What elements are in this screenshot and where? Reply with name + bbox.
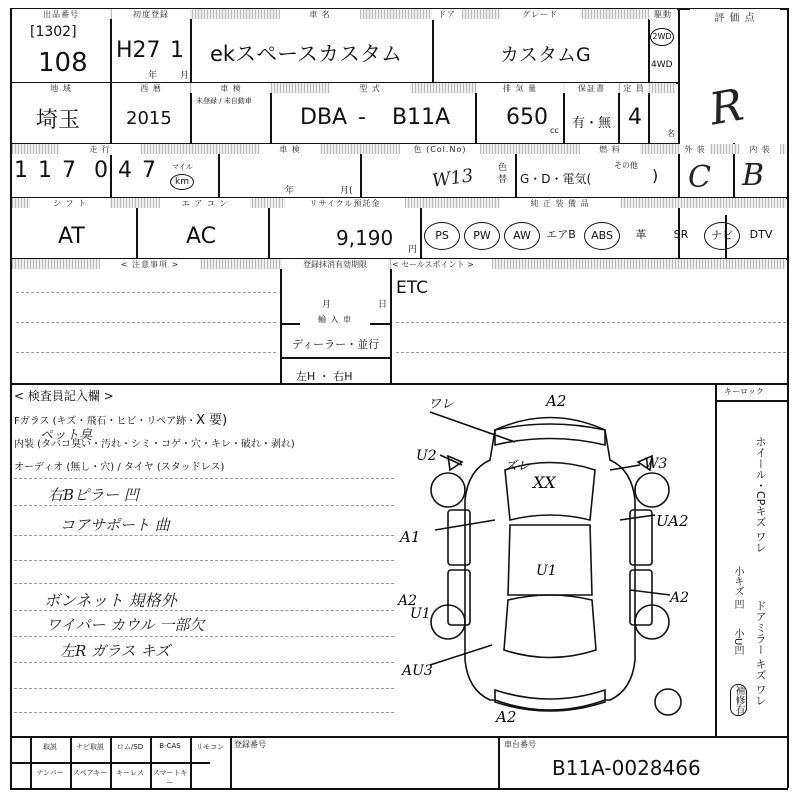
- vline: [280, 258, 282, 383]
- interior-grade: B: [742, 158, 765, 193]
- mark-lead-line: [630, 590, 670, 595]
- model-sep: -: [358, 105, 366, 130]
- header-notes: < 注意事項 >: [100, 259, 200, 270]
- equipment-label: AW: [513, 229, 531, 242]
- lot-number: 108: [38, 48, 88, 78]
- header-aircon: エ ア コ ン: [160, 198, 250, 209]
- recycle-unit: 円: [408, 245, 418, 255]
- header-capacity: 定 員: [620, 83, 648, 94]
- mileage-digit: 7: [62, 158, 76, 183]
- equipment-item: [424, 222, 460, 250]
- header-lot-no: 出品番号: [12, 9, 110, 20]
- exterior-grade: C: [688, 160, 711, 195]
- year-unit: 年: [148, 71, 158, 81]
- equipment-label: PS: [435, 229, 449, 242]
- equipment-label: 革: [635, 228, 647, 241]
- drive-2wd: 2WD: [652, 32, 672, 41]
- first-reg-month: 1: [170, 38, 184, 63]
- inspector-line3: オーディオ (無し・穴) / タイヤ (スタッドレス): [14, 462, 225, 473]
- equipment-item: [544, 222, 578, 248]
- shift: AT: [58, 224, 85, 249]
- vline: [498, 736, 500, 788]
- equipment-label: ナビ: [711, 229, 733, 242]
- legend-small1: 小キズ 凹: [732, 566, 743, 610]
- drive-2wd-circle: [650, 28, 674, 46]
- mark-lead-line: [610, 465, 640, 470]
- era-year: H27: [116, 38, 161, 63]
- footer-item: キーレス: [116, 769, 144, 777]
- header-grade: グレード: [500, 9, 580, 20]
- month-unit: 月: [180, 71, 190, 81]
- wheel-front-left: [431, 473, 465, 507]
- capacity: 4: [628, 105, 642, 130]
- import-side: 左H ・ 右H: [296, 370, 353, 383]
- header-first-reg: 初度登録: [112, 9, 190, 20]
- mark-rear: A2: [496, 708, 517, 726]
- footer-items-row1: [30, 738, 250, 760]
- vline: [715, 383, 717, 736]
- equipment-label: ABS: [591, 229, 613, 242]
- hline: [280, 357, 390, 359]
- vline: [648, 8, 650, 143]
- frame-left: [10, 8, 12, 788]
- sales-line: [396, 352, 786, 353]
- inspector-line: [14, 636, 394, 637]
- region-note: 未登録 / 未自動車: [196, 97, 252, 105]
- spare-tire: [655, 689, 681, 715]
- header-vehicle-check: 車 検: [260, 144, 320, 155]
- mark-lead-line: [620, 515, 655, 520]
- recycle-fee: 9,190: [336, 226, 394, 250]
- header-region: 地 域: [12, 83, 110, 94]
- mark-u1-left: U1: [410, 606, 431, 622]
- header-score: 評 価 点: [690, 9, 780, 24]
- inspector-line: [14, 478, 394, 479]
- fuel: G・D・電気(: [520, 172, 592, 186]
- equipment-item: [584, 222, 620, 250]
- header-import: 輸 入 車: [300, 314, 370, 325]
- mark-ua2: UA2: [656, 512, 689, 530]
- model-prefix: DBA: [300, 105, 348, 130]
- warranty: 有・無: [572, 116, 612, 131]
- header-warranty: 保証書: [565, 83, 618, 94]
- header-year: 西 暦: [112, 83, 190, 94]
- car-diagram: [400, 390, 700, 730]
- inspection-month: 月(: [340, 186, 353, 196]
- equipment-label: エアB: [546, 228, 576, 241]
- inspector-line: [14, 560, 394, 561]
- header-sales-point: < セールスポイント >: [392, 259, 492, 270]
- footer-item: ナビ取説: [76, 743, 104, 751]
- import-type: ディーラー・並行: [292, 338, 380, 351]
- vline: [110, 8, 112, 197]
- equipment-item: [504, 222, 540, 250]
- notes-line: [16, 352, 276, 353]
- reg-month: 月: [322, 300, 332, 310]
- inspector-line2: 内装 (タバコ臭い・汚れ・シミ・コゲ・穴・キレ・破れ・剥れ): [14, 439, 295, 450]
- sales-point: ETC: [396, 278, 428, 298]
- color-code: W13: [430, 165, 475, 192]
- header-recycle: リサイクル預託金: [285, 198, 405, 209]
- car-right-rear-door: [630, 570, 652, 625]
- legend-col2: ドアミラー キズ ワレ: [754, 600, 767, 706]
- mileage-digit: 1: [38, 158, 52, 183]
- mileage-digit: 1: [14, 158, 28, 183]
- footer-item: ナンバー: [36, 769, 64, 777]
- chassis-number: B11A-0028466: [552, 756, 701, 780]
- equipment-item: [624, 222, 658, 248]
- sales-line: [396, 322, 786, 323]
- mark-a2-right: A2: [670, 590, 690, 606]
- grade: カスタムG: [500, 44, 591, 66]
- header-fuel: 燃 料: [580, 144, 640, 155]
- inspection-year: 年: [285, 186, 295, 196]
- inspector-line: [14, 662, 394, 663]
- mileage-digit: 4: [118, 158, 132, 183]
- notes-line: [16, 292, 276, 293]
- equipment-item: [664, 222, 698, 248]
- vline: [190, 8, 192, 143]
- equipment-item: [464, 222, 500, 250]
- inspector-line: [14, 610, 394, 611]
- fuel-close: ): [652, 166, 659, 185]
- notes-line: [16, 322, 276, 323]
- header-interior: 内 装: [740, 144, 780, 155]
- car-left-rear-door: [448, 570, 470, 625]
- reg-day: 日: [378, 300, 388, 310]
- mark-u1-roof: U1: [536, 563, 557, 579]
- mirror-left: [448, 456, 462, 470]
- vline: [390, 258, 392, 383]
- mark-xx: XX: [533, 473, 556, 492]
- footer-item: スペアキー: [72, 769, 108, 777]
- header-exterior: 外 装: [680, 144, 710, 155]
- notes-bottom: [10, 383, 788, 385]
- footer-item: 取説: [43, 743, 57, 751]
- mileage-unit-mile: マイル: [172, 163, 193, 171]
- car-rear-window: [504, 595, 596, 658]
- aircon: AC: [186, 224, 217, 249]
- mark-au3: AU3: [402, 663, 433, 679]
- capacity-unit: 名: [667, 129, 675, 138]
- header-reg-expiry: 登録抹消有効期限: [282, 259, 388, 270]
- mark-u2-left: U2: [416, 448, 437, 464]
- header-car-name: 車 名: [280, 9, 360, 20]
- inspector-line2-hand: ペット臭: [40, 428, 93, 443]
- footer-item: スマートキー: [152, 769, 188, 787]
- drive-4wd: 4WD: [651, 60, 673, 70]
- inspector-hand4: ワイパー カウル 一部欠: [46, 616, 205, 634]
- car-front-bumper: [495, 424, 605, 445]
- legend-repair: 補修有: [730, 684, 747, 716]
- mark-a2-left: A2: [398, 593, 418, 609]
- inspector-header: < 検査員記入欄 >: [14, 389, 114, 403]
- displacement: 650: [506, 105, 548, 130]
- header-displacement: 排 気 量: [477, 83, 563, 94]
- inspector-hand5: 左R ガラス キズ: [60, 642, 171, 660]
- inspector-line: [14, 712, 394, 713]
- equipment-item: [704, 222, 740, 250]
- legend-col1: ホイール・CPキズ ワレ: [754, 436, 767, 553]
- frame-right: [787, 8, 789, 788]
- wheel-front-right: [635, 473, 669, 507]
- equipment-label: PW: [473, 229, 491, 242]
- car-roof: [508, 525, 592, 595]
- mileage-digit: 0: [94, 158, 108, 183]
- header-inspection: 車 検: [192, 83, 270, 94]
- inspector-hand1: 右Bピラー 凹: [48, 486, 139, 504]
- fuel-other: その他: [614, 161, 638, 170]
- equipment-label: SR: [673, 228, 689, 241]
- header-equipment: 純 正 装 備 品: [500, 198, 620, 209]
- chassis-label: 車台番号: [504, 740, 536, 749]
- score-value: R: [705, 79, 748, 136]
- mark-lead-line: [430, 645, 492, 665]
- fglass-text: Fガラス (キズ・飛石・ヒビ・リペア跡・: [14, 416, 197, 427]
- car-left-front-door: [448, 510, 470, 565]
- mileage-digit: 7: [142, 158, 156, 183]
- inspector-line: [14, 688, 394, 689]
- inspector-hand2: コアサポート 曲: [60, 516, 170, 534]
- inspector-line: [14, 505, 394, 506]
- equipment-list: [424, 218, 786, 254]
- mark-front-left: ワレ: [428, 397, 455, 412]
- inspector-hand3: ボンネット 規格外: [44, 591, 177, 610]
- mileage-unit-km: km: [175, 177, 189, 187]
- mark-zure: ズレ: [504, 459, 531, 474]
- model-year: 2015: [126, 108, 172, 129]
- frame-bottom: [10, 788, 788, 790]
- equipment-item: [744, 222, 778, 248]
- footer-item: リモコン: [196, 743, 224, 751]
- header-drive: 駆動: [649, 9, 677, 20]
- model-code: B11A: [392, 105, 451, 130]
- region: 埼玉: [36, 108, 81, 133]
- header-shift: シ フ ト: [30, 198, 110, 209]
- equipment-label: DTV: [749, 228, 773, 241]
- mark-a1-left: A1: [400, 528, 421, 546]
- header-model: 型 式: [330, 83, 410, 94]
- footer-item: B-CAS: [159, 742, 181, 750]
- cc-unit: cc: [550, 126, 559, 135]
- header-door: ドア: [432, 9, 462, 20]
- inspector-line: [14, 583, 394, 584]
- header-color: 色 (Col.No): [400, 144, 480, 155]
- footer-items-row2: [30, 764, 250, 786]
- header-mileage: 走 行: [60, 144, 140, 155]
- footer-item: ロム/SD: [116, 743, 144, 751]
- inspector-line: [14, 535, 394, 536]
- mileage-unit-km-circle: [170, 174, 194, 190]
- mark-w3: W3: [644, 456, 668, 472]
- reg-no-label: 登録番号: [234, 740, 266, 749]
- mark-front-top: A2: [546, 392, 567, 410]
- color-change-label: 色替: [498, 163, 508, 185]
- keylock-label: キーロック: [724, 387, 764, 396]
- legend-small2: 小U凹: [732, 628, 743, 656]
- hline: [715, 400, 788, 402]
- fglass-mark: X 要): [196, 413, 228, 428]
- lot-code: [1302]: [30, 24, 77, 40]
- car-name: ekスペースカスタム: [210, 42, 403, 66]
